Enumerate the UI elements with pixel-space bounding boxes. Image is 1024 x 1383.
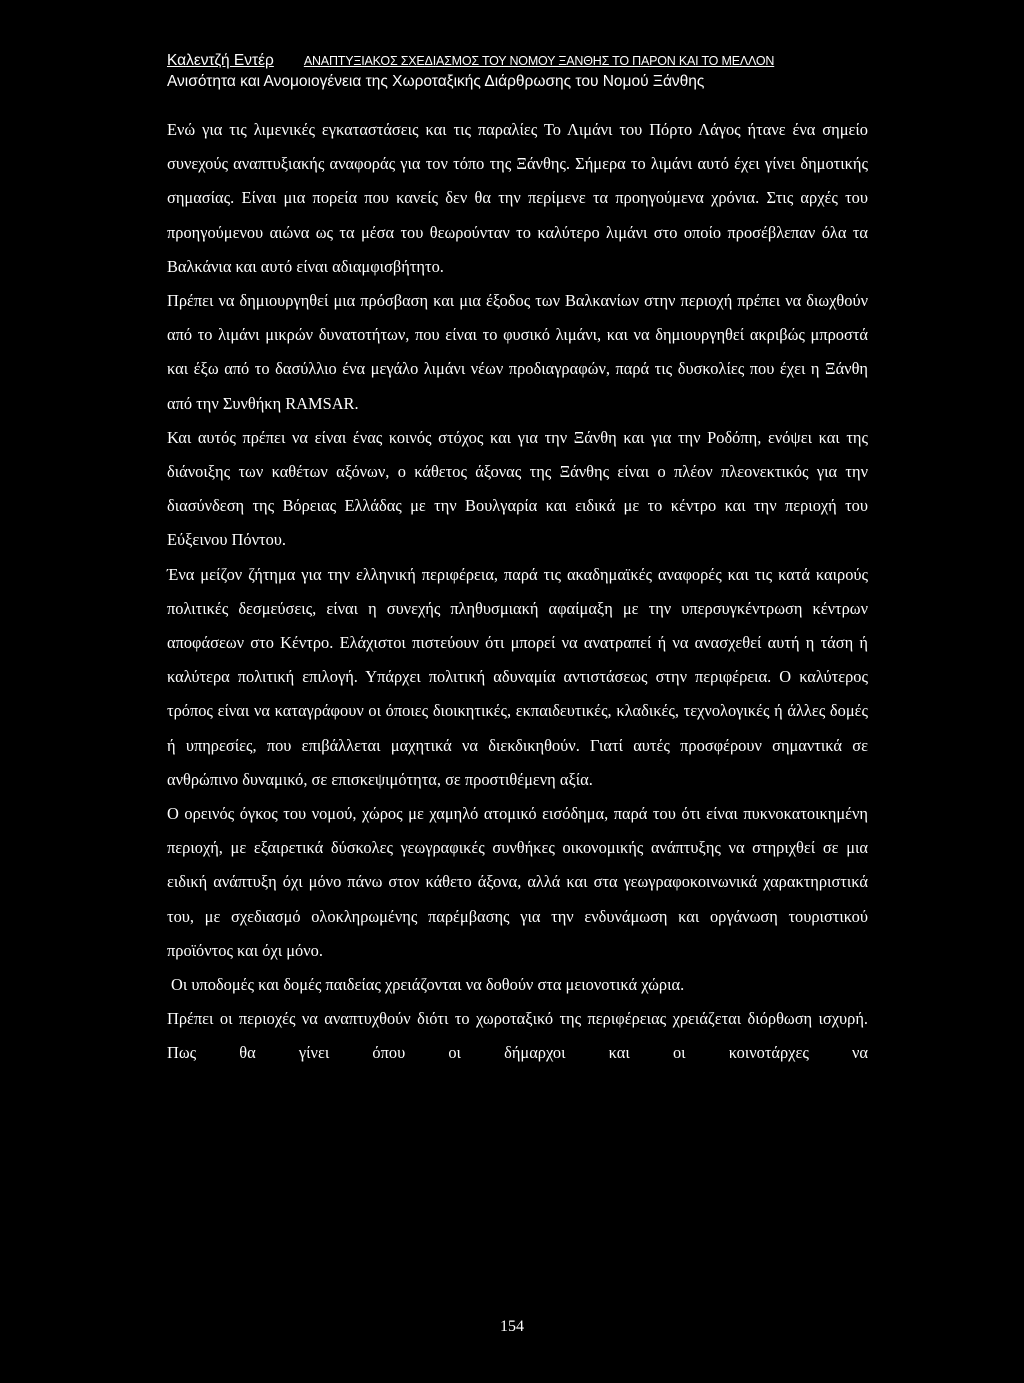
paragraph-common-goal: Και αυτός πρέπει να είναι ένας κοινός στόχος και για την Ξάνθη και για την Ροδόπη, ενόψει και της διάνοιξης των καθέτων αξόνων, ο κάθετος άξονας της Ξάνθης είναι ο πλέον πλεονεκτικός για την διασύνδεση της Βόρειας Ελλάδας με την Βουλγαρία και ειδικά με το κέντρο και την περιοχή του Εύξεινου Πόντου. — [167, 427, 868, 550]
running-header — [167, 52, 867, 91]
paragraph-ports: Ενώ για τις λιμενικές εγκαταστάσεις και τις παραλίες Το Λιμάνι του Πόρτο Λάγος ήτανε ένα σημείο συνεχούς αναπτυξιακής αναφοράς για τον τόπο της Ξάνθης. Σήμερα το λιμάνι αυτό έχει γίνει δημοτικής σημασίας. Είναι μια πορεία που κανείς δεν θα την περίμενε τα προηγούμενα χρόνια. Στις αρχές του προηγούμενου αιώνα ως τα μέσα του θεωρούνταν το καλύτερο λιμάνι στο οποίο προσέβλεπαν όλα τα Βαλκάνια και αυτό είναι αδιαμφισβήτητο. — [167, 120, 868, 276]
body-text — [167, 113, 868, 1071]
paragraph-spatial-planning: Πρέπει οι περιοχές να αναπτυχθούν διότι το χωροταξικό της περιφέρειας χρειάζεται διόρθωση ισχυρή. Πως θα γίνει όπου οι δήμαρχοι και οι κοινοτάρχες να — [167, 1009, 868, 1063]
page-number: 154 — [500, 1318, 524, 1335]
header-series-title: ΑΝΑΠΤΥΞΙΑΚΟΣ ΣΧΕΔΙΑΣΜΟΣ ΤΟΥ ΝΟΜΟΥ ΞΑΝΘΗΣ ΤΟ ΠΑΡΟΝ ΚΑΙ ΤΟ ΜΕΛΛΟΝ — [303, 54, 775, 68]
header-top-line — [167, 52, 867, 72]
header-author: Καλεντζή Εντέρ — [167, 52, 274, 69]
header-subtitle: Ανισότητα και Ανομοιογένεια της Χωροταξικής Διάρθρωσης του Νομού Ξάνθης — [167, 73, 705, 90]
paragraph-education: Οι υποδομές και δομές παιδείας χρειάζονται να δοθούν στα μειονοτικά χώρια. — [171, 975, 685, 995]
paragraph-mountain-area: Ο ορεινός όγκος του νομού, χώρος με χαμηλό ατομικό εισόδημα, παρά του ότι είναι πυκνοκατοικημένη περιοχή, με εξαιρετικά δύσκολες γεωγραφικές συνθήκες οικονομικής ανάπτυξης να στηριχθεί σε μια ειδική ανάπτυξη όχι μόνο πάνω στον κάθετο άξονα, αλλά και στα γεωγραφοκοινωνικά χαρακτηριστικά του, με σχεδιασμό ολοκληρωμένης παρέμβασης για την ενδυνάμωση και οργάνωση τουριστικού προϊόντος και όχι μόνο. — [167, 804, 868, 960]
paragraph-balkan-access: Πρέπει να δημιουργηθεί μια πρόσβαση και μια έξοδος των Βαλκανίων στην περιοχή πρέπει να διωχθούν από το λιμάνι μικρών δυνατοτήτων, που είναι το φυσικό λιμάνι, και να δημιουργηθεί ακριβώς μπροστά και έξω από το δασύλλιο ένα μεγάλο λιμάνι νέων προδιαγραφών, παρά τις δυσκολίες που έχει η Ξάνθη από την Συνθήκη RAMSAR. — [167, 291, 868, 413]
paragraph-regional-issue: Ένα μείζον ζήτημα για την ελληνική περιφέρεια, παρά τις ακαδημαϊκές αναφορές και τις κατά καιρούς πολιτικές δεσμεύσεις, είναι η συνεχής πληθυσμιακή αφαίμαξη με την υπερσυγκέντρωση κέντρων αποφάσεων στο Κέντρο. Ελάχιστοι πιστεύουν ότι μπορεί να ανατραπεί ή να ανασχεθεί αυτή η τάση ή καλύτερα πολιτική επιλογή. Υπάρχει πολιτική αδυναμία αντιστάσεως στην περιφέρεια. Ο καλύτερος τρόπος είναι να καταγράφουν οι όποιες διοικητικές, εκπαιδευτικές, κλαδικές, τεχνολογικές ή άλλες δομές ή υπηρεσίες, που επιβάλλεται μαχητικά να διεκδικηθούν. Γιατί αυτές προσφέρουν σημαντικά σε ανθρώπινο δυναμικό, σε επισκεψιμότητα, σε προστιθέμενη αξία. — [167, 564, 868, 789]
